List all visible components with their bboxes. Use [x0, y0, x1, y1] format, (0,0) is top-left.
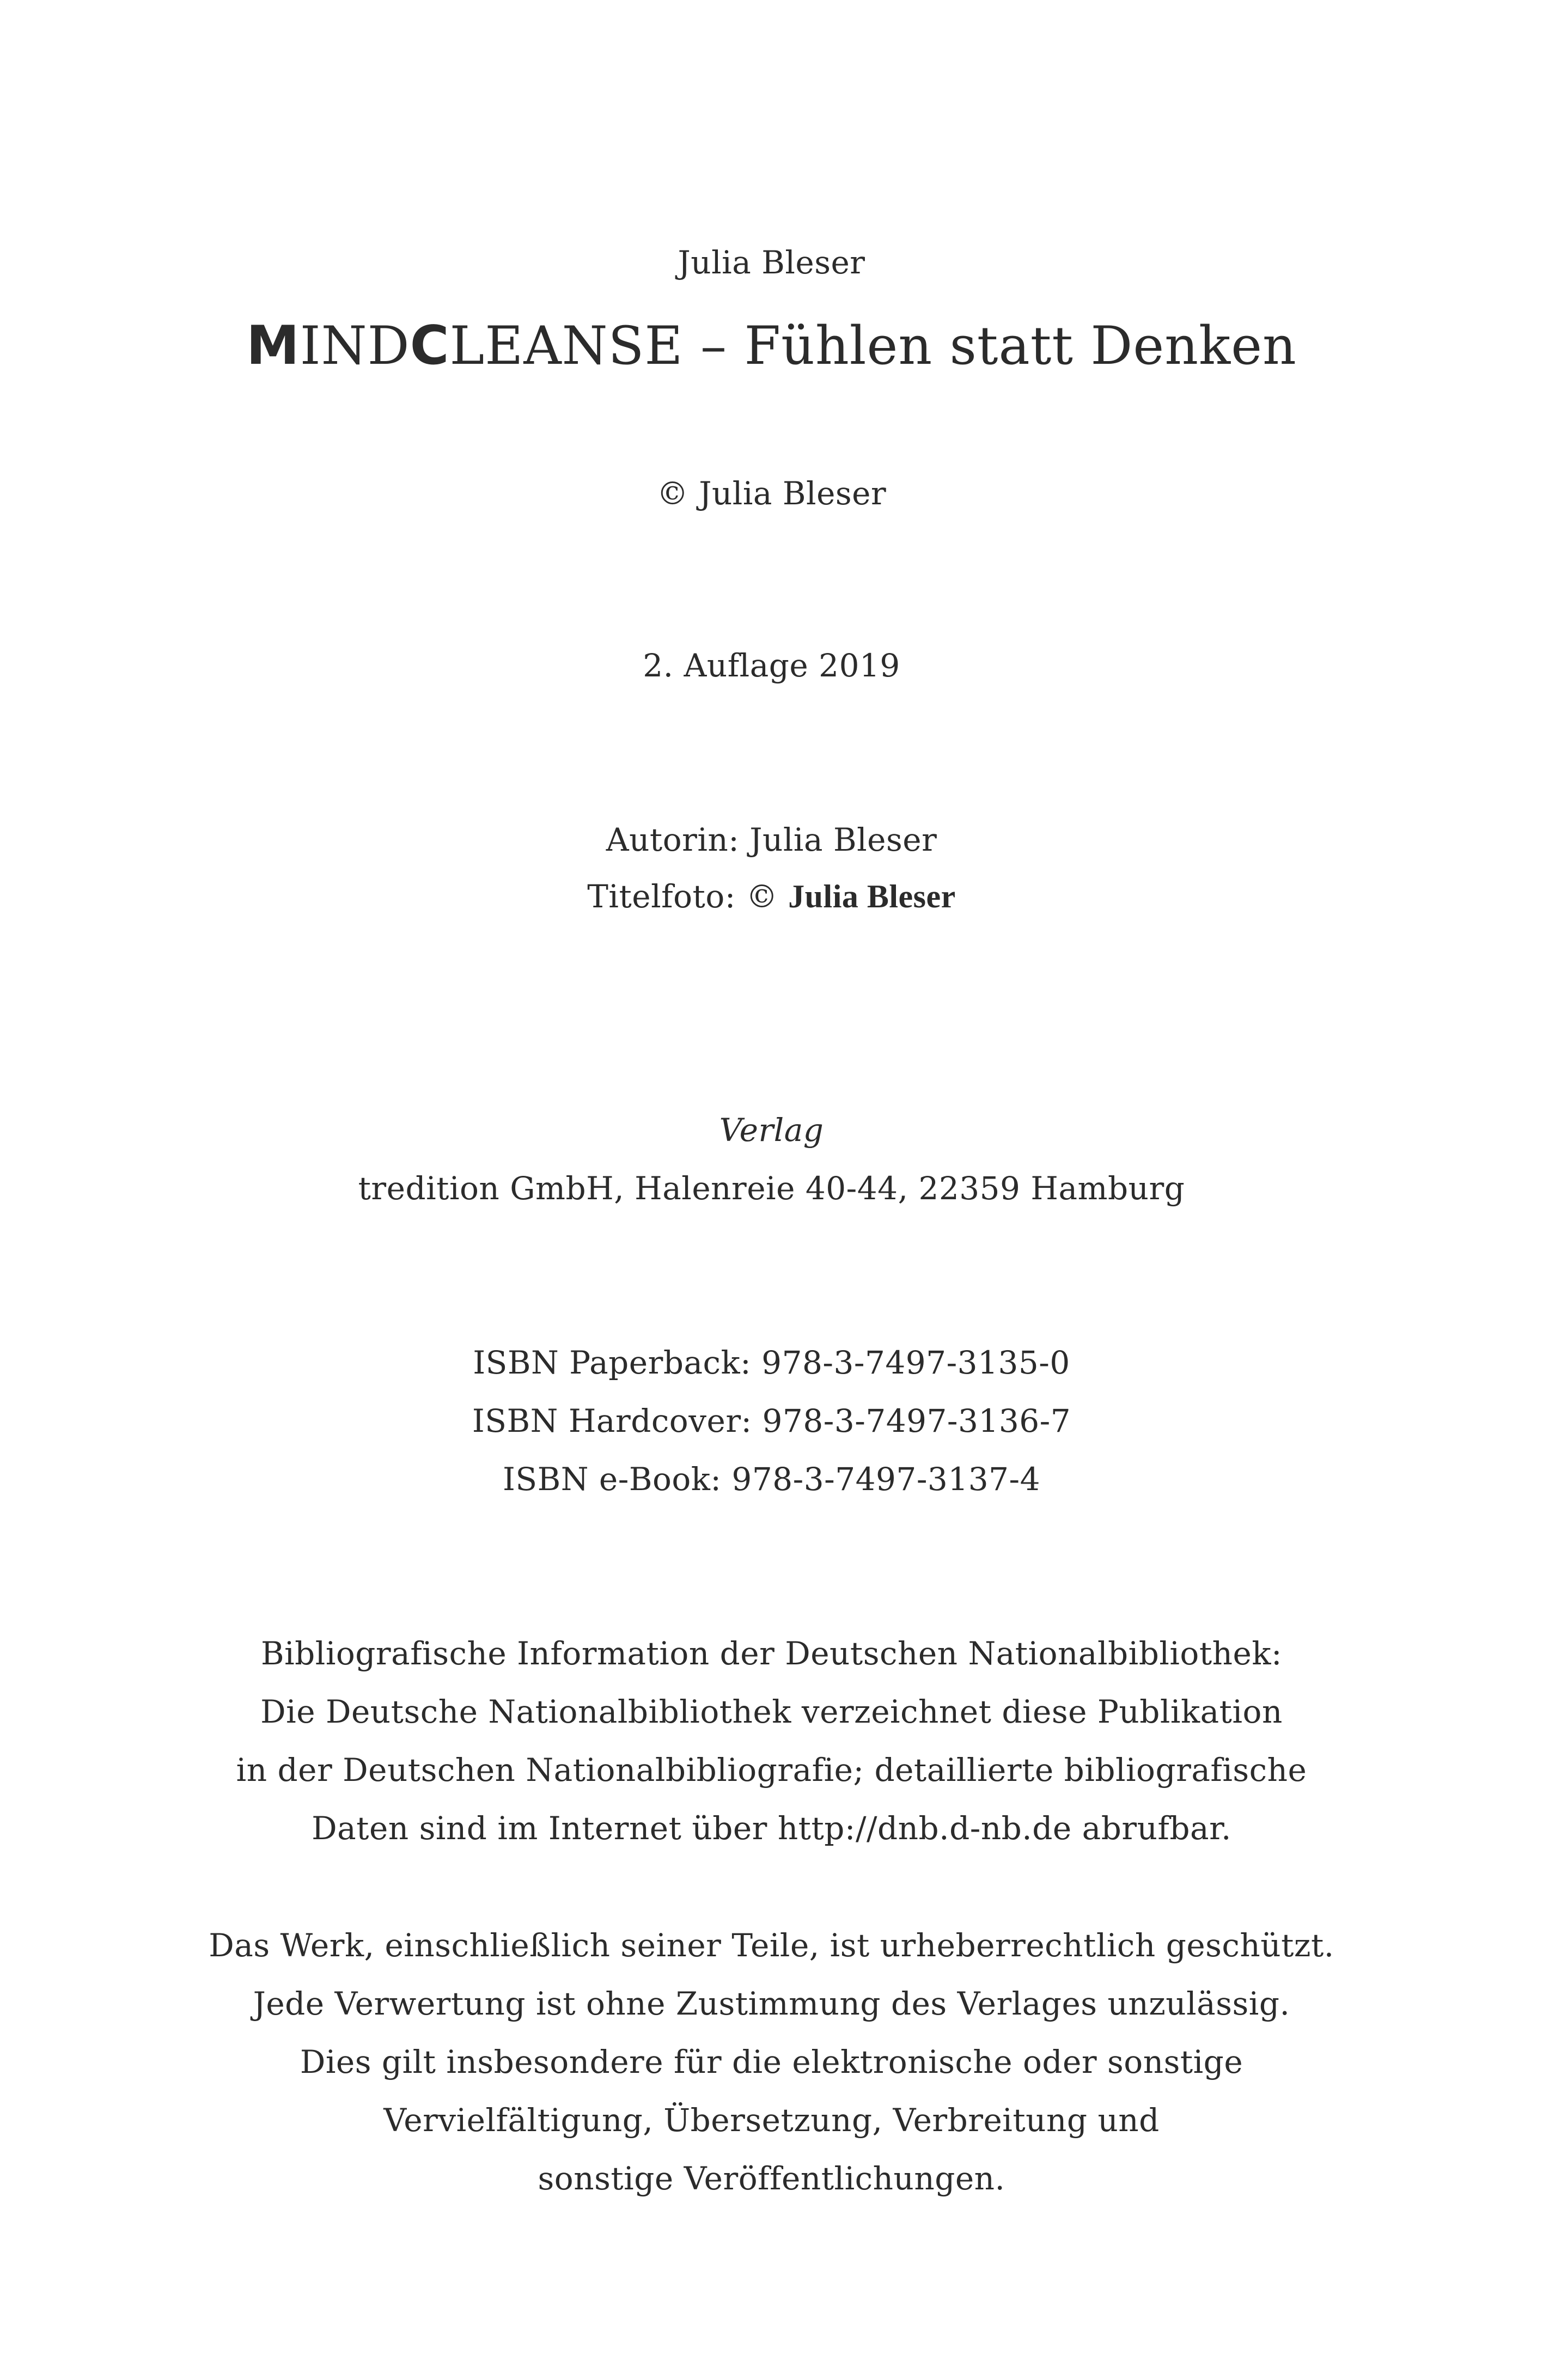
title-initial-m: M — [246, 315, 300, 377]
rights-line-1: Das Werk, einschließlich seiner Teile, ist urheberrechtlich geschützt. — [209, 1927, 1334, 1964]
copyright-notice: © Julia Bleser — [656, 475, 887, 512]
isbn-paperback: ISBN Paperback: 978-3-7497-3135-0 — [473, 1344, 1070, 1381]
photo-credit-name: Julia Bleser — [788, 878, 956, 914]
publisher-address: tredition GmbH, Halenreie 40-44, 22359 Hamburg — [358, 1170, 1185, 1207]
rights-line-2: Jede Verwertung ist ohne Zustimmung des Verlages unzulässig. — [253, 1985, 1290, 2022]
photo-credit-label: Titelfoto: © — [587, 878, 778, 915]
bibliographic-line-2: Die Deutsche Nationalbibliothek verzeichnet diese Publikation — [260, 1693, 1283, 1730]
book-title — [0, 313, 1543, 379]
isbn-hardcover: ISBN Hardcover: 978-3-7497-3136-7 — [472, 1402, 1071, 1439]
publisher-label: Verlag — [719, 1112, 824, 1149]
bibliographic-line-1: Bibliografische Information der Deutschen Nationalbibliothek: — [260, 1635, 1283, 1672]
bibliographic-line-4: Daten sind im Internet über http://dnb.d-nb.de abrufbar. — [312, 1810, 1231, 1847]
title-part-1: IND — [300, 315, 410, 376]
bibliographic-line-3: in der Deutschen Nationalbibliografie; detaillierte bibliografische — [236, 1752, 1307, 1789]
title-part-2: LEANSE – Fühlen statt Denken — [449, 315, 1297, 376]
isbn-ebook: ISBN e-Book: 978-3-7497-3137-4 — [502, 1461, 1041, 1498]
author-heading: Julia Bleser — [678, 244, 865, 281]
rights-line-3: Dies gilt insbesondere für die elektronische oder sonstige — [300, 2043, 1243, 2080]
photo-credit — [0, 875, 1543, 918]
title-initial-c: C — [410, 315, 450, 377]
edition-line: 2. Auflage 2019 — [643, 647, 900, 684]
rights-line-4: Vervielfältigung, Übersetzung, Verbreitung und — [383, 2102, 1160, 2139]
author-credit: Autorin: Julia Bleser — [606, 821, 937, 858]
rights-line-5: sonstige Veröffentlichungen. — [538, 2160, 1005, 2197]
